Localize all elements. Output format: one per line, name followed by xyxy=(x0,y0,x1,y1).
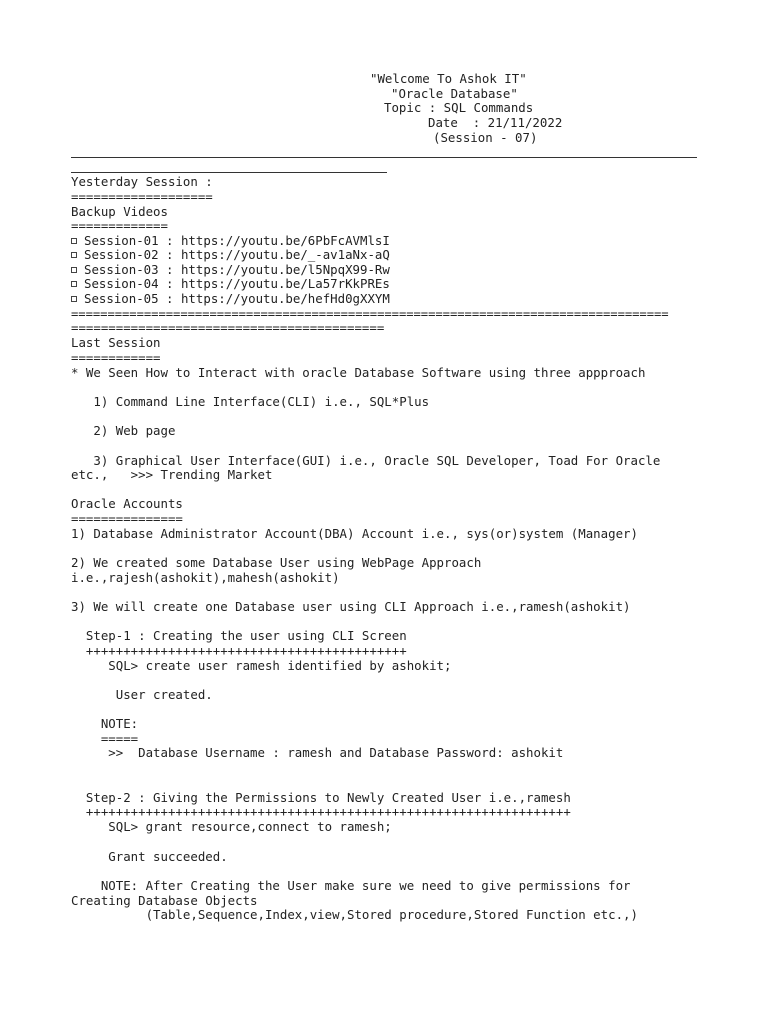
header-rule-short xyxy=(71,172,387,173)
oracle-accounts-underline: =============== xyxy=(71,511,183,526)
bullet-icon xyxy=(71,252,77,258)
session-link-item[interactable] xyxy=(71,248,390,263)
step2-underline: +++++++++++++++++++++++++++++++++++++++++++++++++++++++++++++++++ xyxy=(71,804,571,819)
session-link-item[interactable] xyxy=(71,292,390,307)
bullet-icon xyxy=(71,296,77,302)
step2-title: Step-2 : Giving the Permissions to Newly Created User i.e.,ramesh xyxy=(71,790,571,805)
session-link-text[interactable]: Session-04 : https://youtu.be/La57rKkPREs xyxy=(84,276,390,291)
date-line: Date : 21/11/2022 xyxy=(428,115,563,130)
approach-item-web: 2) Web page xyxy=(71,423,176,438)
yesterday-title: Yesterday Session : xyxy=(71,174,213,189)
last-session-title: Last Session xyxy=(71,335,161,350)
step2-result: Grant succeeded. xyxy=(71,849,228,864)
bullet-icon xyxy=(71,267,77,273)
account-item-cli: 3) We will create one Database user using CLI Approach i.e.,ramesh(ashokit) xyxy=(71,599,631,614)
backup-videos-underline: ============= xyxy=(71,218,168,233)
separator-long: ================================================================================== xyxy=(71,307,669,321)
header-rule-long xyxy=(71,157,697,158)
backup-videos-title: Backup Videos xyxy=(71,204,168,219)
step2-sql-command: SQL> grant resource,connect to ramesh; xyxy=(71,819,392,834)
step1-sql-command: SQL> create user ramesh identified by ashokit; xyxy=(71,658,452,673)
course-title: "Oracle Database" xyxy=(391,86,518,101)
yesterday-underline: =================== xyxy=(71,189,213,204)
bullet-icon xyxy=(71,238,77,244)
bullet-icon xyxy=(71,281,77,287)
approach-item-gui-cont: etc., >>> Trending Market xyxy=(71,467,273,482)
step1-note-text: >> Database Username : ramesh and Database Password: ashokit xyxy=(71,745,564,760)
approach-item-gui: 3) Graphical User Interface(GUI) i.e., Oracle SQL Developer, Toad For Oracle xyxy=(71,453,661,468)
step1-title: Step-1 : Creating the user using CLI Screen xyxy=(71,628,407,643)
oracle-accounts-title: Oracle Accounts xyxy=(71,496,183,511)
account-item-dba: 1) Database Administrator Account(DBA) Account i.e., sys(or)system (Manager) xyxy=(71,526,638,541)
separator-short: ========================================== xyxy=(71,320,385,335)
step1-note-underline: ===== xyxy=(71,731,139,746)
session-link-text[interactable]: Session-01 : https://youtu.be/6PbFcAVMlsI xyxy=(84,233,390,248)
step2-note-objects: (Table,Sequence,Index,view,Stored procedure,Stored Function etc.,) xyxy=(71,907,638,922)
session-link-text[interactable]: Session-02 : https://youtu.be/_-av1aNx-aQ xyxy=(84,247,390,262)
account-item-web-cont: i.e.,rajesh(ashokit),mahesh(ashokit) xyxy=(71,570,340,585)
step1-note-title: NOTE: xyxy=(71,716,139,731)
session-link-text[interactable]: Session-05 : https://youtu.be/hefHd0gXXYM xyxy=(84,291,390,306)
approach-item-cli: 1) Command Line Interface(CLI) i.e., SQL*Plus xyxy=(71,394,430,409)
welcome-title: "Welcome To Ashok IT" xyxy=(370,71,527,86)
step2-note-cont: Creating Database Objects xyxy=(71,893,258,908)
session-link-item[interactable] xyxy=(71,277,390,292)
account-item-web: 2) We created some Database User using WebPage Approach xyxy=(71,555,482,570)
topic-line: Topic : SQL Commands xyxy=(384,100,534,115)
step2-note: NOTE: After Creating the User make sure we need to give permissions for xyxy=(71,878,631,893)
last-session-intro: * We Seen How to Interact with oracle Database Software using three appproach xyxy=(71,365,646,380)
session-link-text[interactable]: Session-03 : https://youtu.be/l5NpqX99-Rw xyxy=(84,262,390,277)
session-number: (Session - 07) xyxy=(433,130,538,145)
step1-result: User created. xyxy=(71,687,213,702)
step1-underline: +++++++++++++++++++++++++++++++++++++++++++ xyxy=(71,643,407,658)
last-session-underline: ============ xyxy=(71,350,161,365)
